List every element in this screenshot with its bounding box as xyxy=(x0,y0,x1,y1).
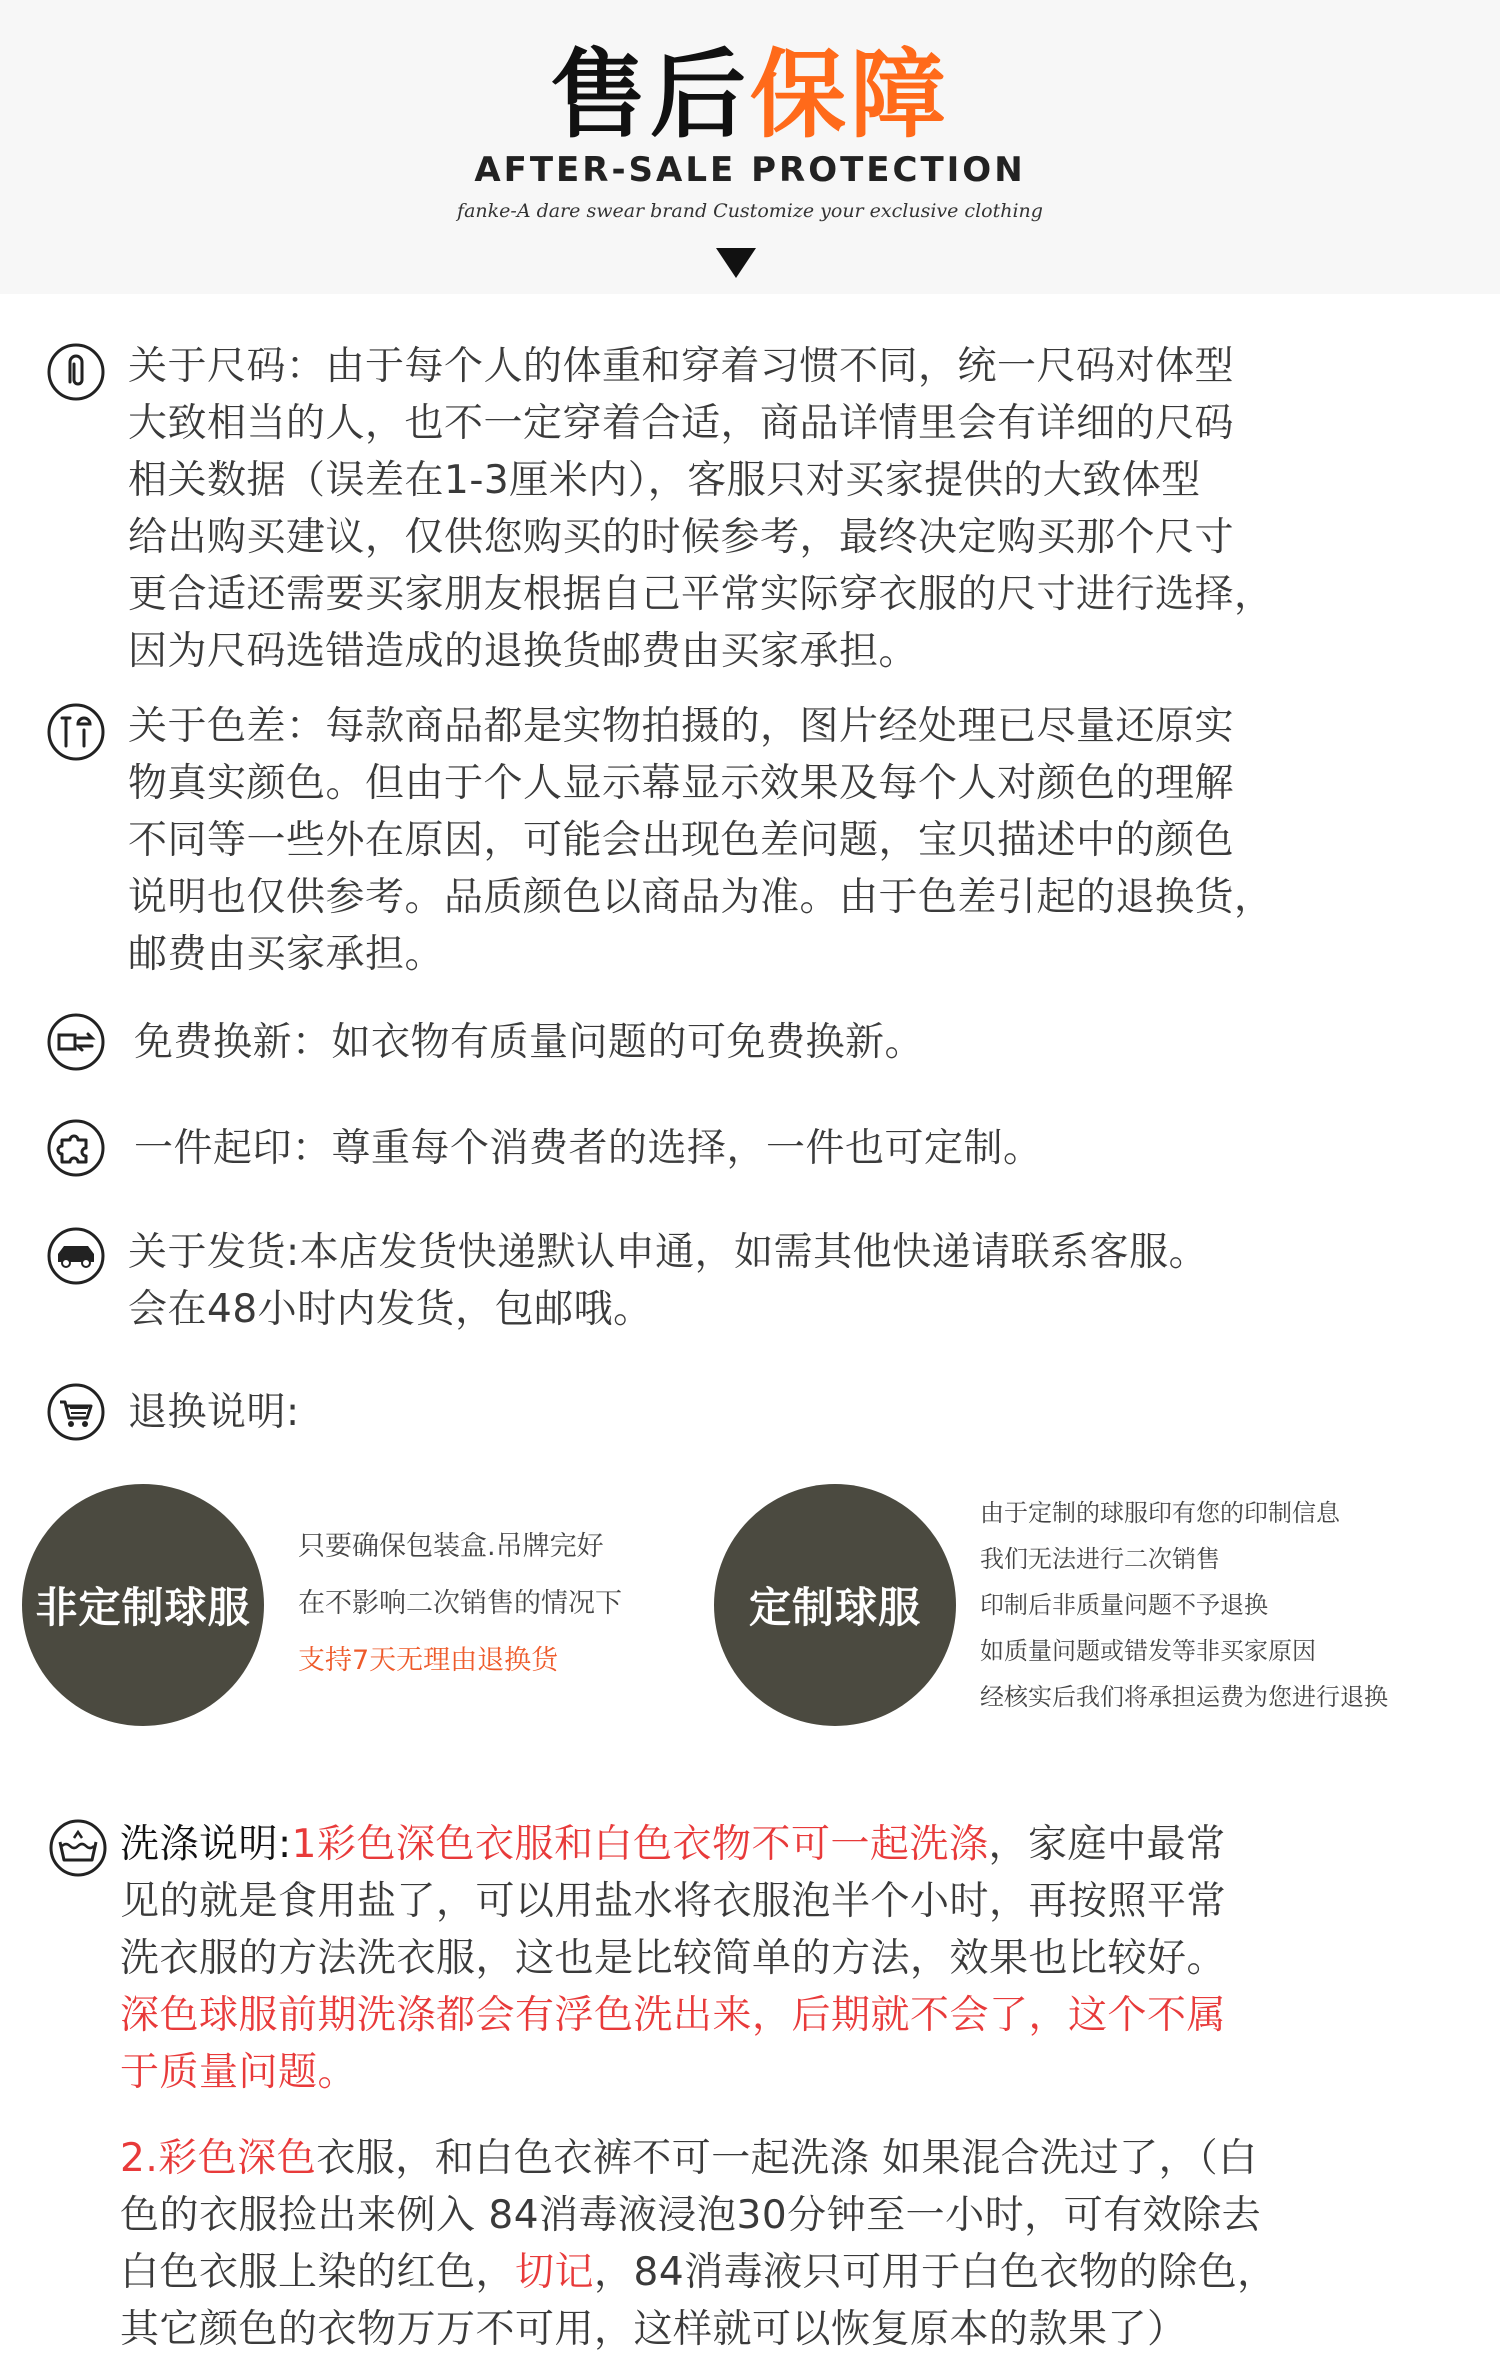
custom-policy: 由于定制的球服印有您的印制信息 我们无法进行二次销售 印制后非质量问题不予退换 如质量问题或错发等非买家原因 经核实后我们将承担运费为您进行退换 xyxy=(980,1499,1388,1711)
brand-tagline: fanke-A dare swear brand Customize your exclusive clothing xyxy=(457,200,1043,222)
custom-badge: 定制球服 xyxy=(714,1484,956,1726)
noncustom-badge: 非定制球服 xyxy=(22,1484,264,1726)
page-title: 售后保障 xyxy=(550,39,950,151)
cart-icon xyxy=(46,1382,106,1442)
exchange-text: 免费换新：如衣物有质量问题的可免费换新。 xyxy=(134,1020,925,1065)
print-text: 一件起印：尊重每个消费者的选择，一件也可定制。 xyxy=(134,1126,1043,1171)
color-text: 关于色差：每款商品都是实物拍摄的，图片经处理已尽量还原实 物真实颜色。但由于个人显示幕显示效果及每个人对颜色的理解 不同等一些外在原因，可能会出现色差问题，宝贝描述中的颜色 说明也仅供参考。品质颜色以商品为准。由于色差引起的退换货， 邮费由买家承担。 xyxy=(128,704,1274,977)
puzzle-icon xyxy=(46,1118,106,1178)
exchange-icon xyxy=(46,1012,106,1072)
noncustom-policy: 只要确保包装盒.吊牌完好 在不影响二次销售的情况下 支持7天无理由退换货 xyxy=(298,1531,622,1676)
english-title: AFTER-SALE PROTECTION xyxy=(474,150,1026,190)
washing-text-1: 洗涤说明:1彩色深色衣服和白色衣物不可一起洗涤，家庭中最常 见的就是食用盐了，可以用盐水将衣服泡半个小时，再按照平常 洗衣服的方法洗衣服，这也是比较简单的方法，效果也比较好。 深色球服前期洗涤都会有浮色洗出来，后期就不会了，这个不属 于质量问题。 xyxy=(120,1822,1227,2095)
returns-title: 退换说明: xyxy=(128,1390,300,1435)
size-text: 关于尺码：由于每个人的体重和穿着习惯不同，统一尺码对体型 大致相当的人，也不一定穿着合适，商品详情里会有详细的尺码 相关数据（误差在1-3厘米内），客服只对买家提供的大致体型 给出购买建议，仅供您购买的时候参考，最终决定购买那个尺寸 更合适还需要买家朋友根据自己平常实际穿衣服的尺寸进行选择， 因为尺码选错造成的退换货邮费由买家承担。 xyxy=(128,344,1274,674)
shipping-text: 关于发货:本店发货快递默认申通，如需其他快递请联系客服。 会在48小时内发货，包邮哦。 xyxy=(128,1230,1209,1332)
down-arrow-icon xyxy=(716,248,756,278)
car-icon xyxy=(46,1226,106,1286)
header-banner xyxy=(0,0,1500,294)
washing-text-2: 2.彩色深色衣服，和白色衣裤不可一起洗涤 如果混合洗过了，（白 色的衣服捡出来例入 84消毒液浸泡30分钟至一小时，可有效除去 白色衣服上染的红色，切记，84消毒液只可用于白色衣物的除色， 其它颜色的衣物万万不可用，这样就可以恢复原本的款果了） xyxy=(120,2136,1277,2352)
tools-icon xyxy=(46,702,106,762)
wash-icon xyxy=(48,1818,108,1878)
paperclip-icon xyxy=(46,342,106,402)
